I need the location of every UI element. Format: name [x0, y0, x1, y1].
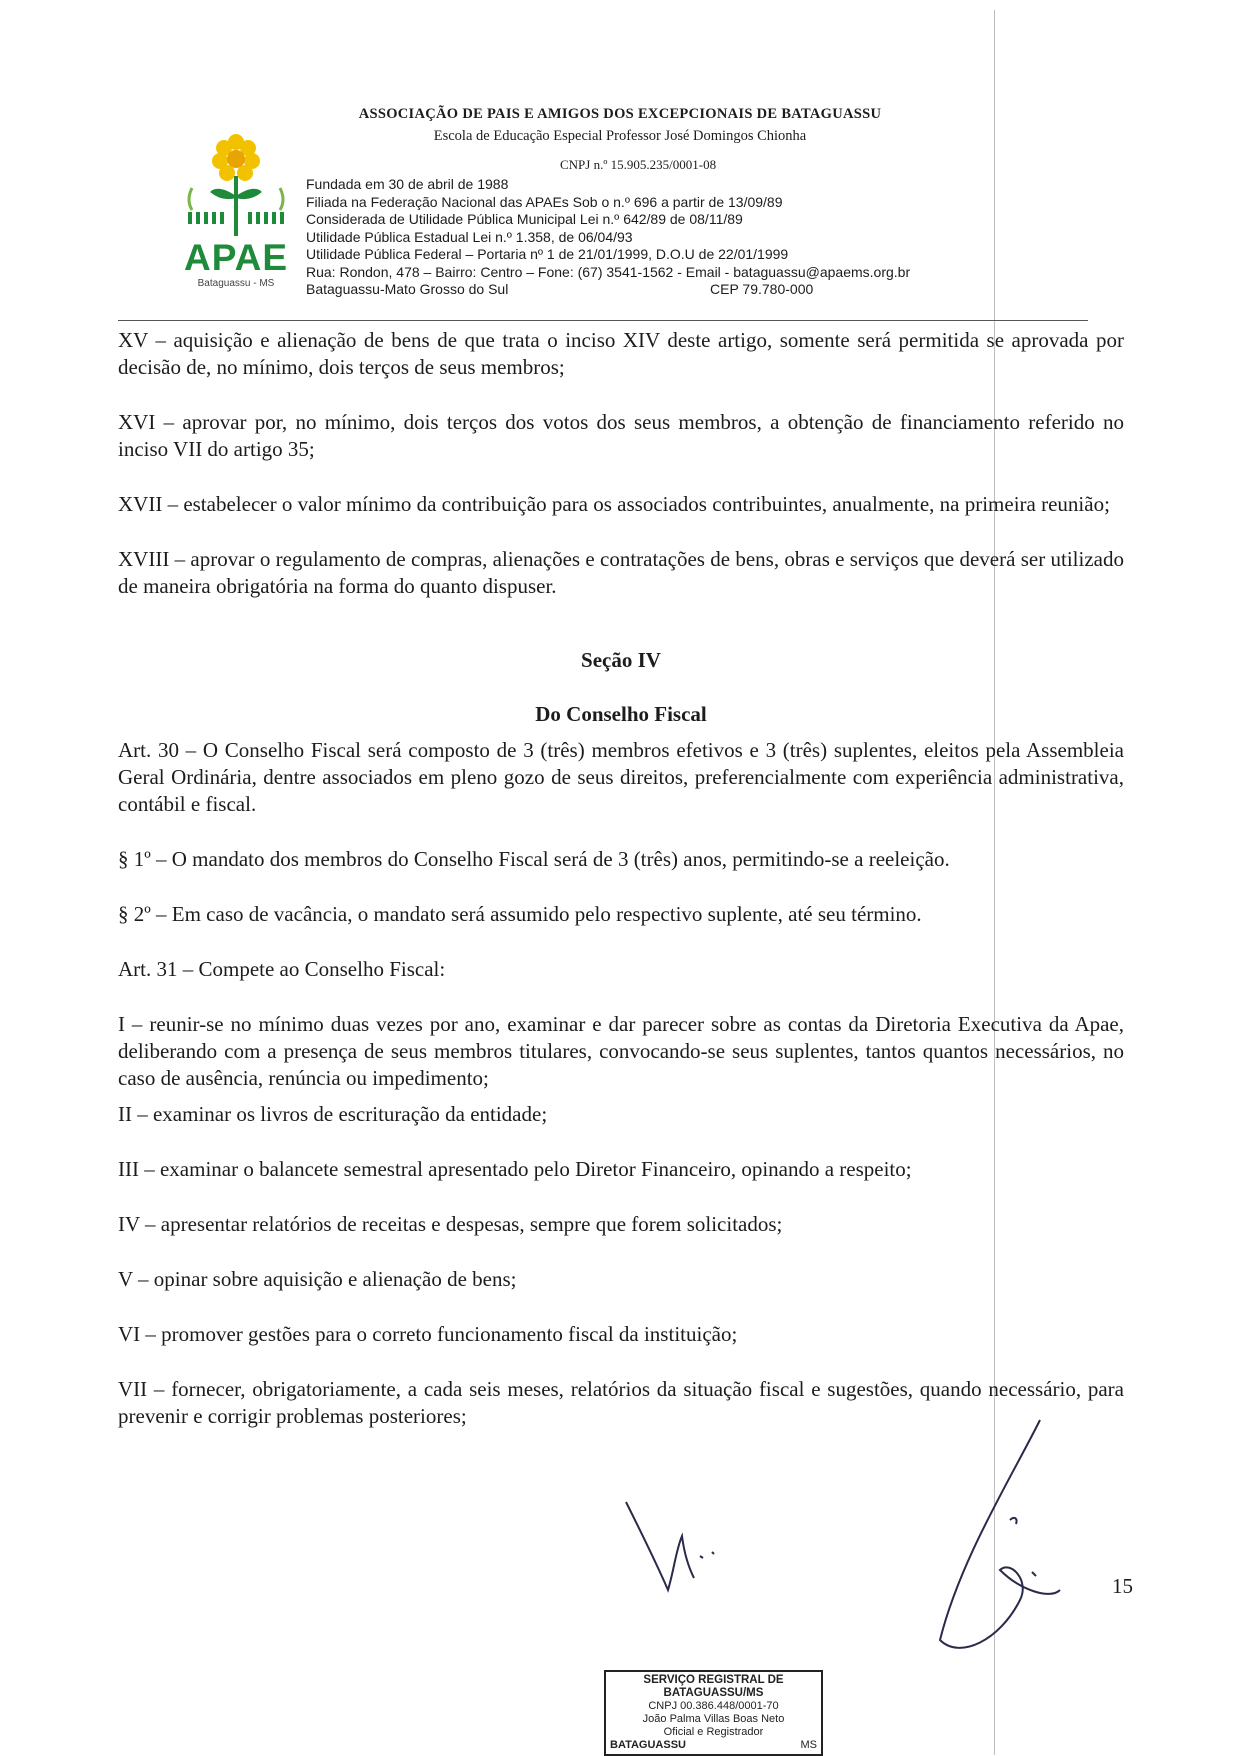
item-xviii: XVIII – aprovar o regulamento de compras, alienações e contratações de bens, obras e serviços que deverá ser utilizado de maneira obrigatória na forma do quanto dispuser. [118, 547, 1124, 598]
org-school: Escola de Educação Especial Professor José Domingos Chionha [433, 128, 807, 144]
info-cep: CEP 79.780-000 [710, 281, 814, 297]
signature-left [626, 1502, 694, 1590]
item-iv: IV – apresentar relatórios de receitas e despesas, sempre que forem solicitados; [118, 1212, 783, 1236]
info-line: Utilidade Pública Estadual Lei n.º 1.358, de 06/04/93 [306, 228, 633, 245]
paragraph-2: § 2º – Em caso de vacância, o mandato será assumido pelo respectivo suplente, até seu término. [118, 902, 922, 926]
header-divider [118, 320, 1088, 321]
info-line: Considerada de Utilidade Pública Municipal Lei n.º 642/89 de 08/11/89 [306, 211, 743, 227]
stamp-state: MS [800, 1739, 817, 1751]
stamp-title: SERVIÇO REGISTRAL DE BATAGUASSU/MS [643, 1674, 784, 1699]
item-xv: XV – aquisição e alienação de bens de que trata o inciso XIV deste artigo, somente será permitida se aprovada por decisão de, no mínimo, dois terços de seus membros; [118, 328, 1124, 379]
item-v: V – opinar sobre aquisição e alienação de bens; [118, 1267, 517, 1291]
stamp-role: Oficial e Registrador [663, 1726, 764, 1738]
signature-right-mark [1010, 1518, 1036, 1576]
page-number: 15 [1112, 1574, 1133, 1598]
section-title: Seção IV [581, 648, 661, 672]
item-vii: VII – fornecer, obrigatoriamente, a cada seis meses, relatórios da situação fiscal e sugestões, quando necessário, para prevenir e corrigir problemas posteriores; [118, 1377, 1124, 1428]
stamp-cnpj: CNPJ 00.386.448/0001-70 [648, 1700, 779, 1712]
org-name: ASSOCIAÇÃO DE PAIS E AMIGOS DOS EXCEPCIONAIS DE BATAGUASSU [358, 106, 882, 122]
stamp-name: João Palma Villas Boas Neto [642, 1713, 785, 1725]
stamp-city-row [610, 1739, 817, 1752]
article-30: Art. 30 – O Conselho Fiscal será composto de 3 (três) membros efetivos e 3 (três) suplentes, eleitos pela Assembleia Geral Ordinária, dentre associados em pleno gozo de seus direitos, preferencialmente com experiência administrativa, contábil e fiscal. [118, 738, 1124, 816]
logo-text: APAE [183, 237, 289, 278]
section-subtitle: Do Conselho Fiscal [535, 702, 707, 726]
logo-subtitle: Bataguassu - MS [197, 278, 275, 289]
item-iii: III – examinar o balancete semestral apresentado pelo Diretor Financeiro, opinando a respeito; [118, 1157, 912, 1181]
item-xvi: XVI – aprovar por, no mínimo, dois terços dos votos dos seus membros, a obtenção de financiamento referido no inciso VII do artigo 35; [118, 410, 1124, 461]
flower-icon [182, 128, 290, 246]
item-i: I – reunir-se no mínimo duas vezes por ano, examinar e dar parecer sobre as contas da Diretoria Executiva da Apae, deliberando com a presença de seus membros titulares, convocando-se seus suplentes, tantos quantos necessários, no caso de ausência, renúncia ou impedimento; [118, 1012, 1124, 1090]
org-info [306, 176, 1006, 299]
signature-left-dot [700, 1552, 714, 1558]
article-31: Art. 31 – Compete ao Conselho Fiscal: [118, 957, 446, 981]
item-ii: II – examinar os livros de escrituração da entidade; [118, 1102, 548, 1126]
info-line: Filiada na Federação Nacional das APAEs Sob o n.º 696 a partir de 13/09/89 [306, 193, 783, 210]
stamp-city: BATAGUASSU [610, 1739, 686, 1751]
registry-stamp [604, 1670, 823, 1756]
org-cnpj: CNPJ n.º 15.905.235/0001-08 [560, 157, 717, 172]
document-body [118, 327, 1124, 1458]
info-line: Fundada em 30 de abril de 1988 [306, 176, 509, 192]
paragraph-1: § 1º – O mandato dos membros do Conselho Fiscal será de 3 (três) anos, permitindo-se a reeleição. [118, 847, 950, 871]
info-line-city [306, 281, 1006, 299]
info-line: Rua: Rondon, 478 – Bairro: Centro – Fone: (67) 3541-1562 - Email - bataguassu@apaems.org.br [306, 263, 911, 280]
apae-logo [182, 128, 290, 288]
item-xvii: XVII – estabelecer o valor mínimo da contribuição para os associados contribuintes, anualmente, na primeira reunião; [118, 492, 1110, 516]
info-city: Bataguassu-Mato Grosso do Sul [306, 281, 509, 297]
item-vi: VI – promover gestões para o correto funcionamento fiscal da instituição; [118, 1322, 738, 1346]
info-line: Utilidade Pública Federal – Portaria nº 1 de 21/01/1999, D.O.U de 22/01/1999 [306, 246, 789, 262]
